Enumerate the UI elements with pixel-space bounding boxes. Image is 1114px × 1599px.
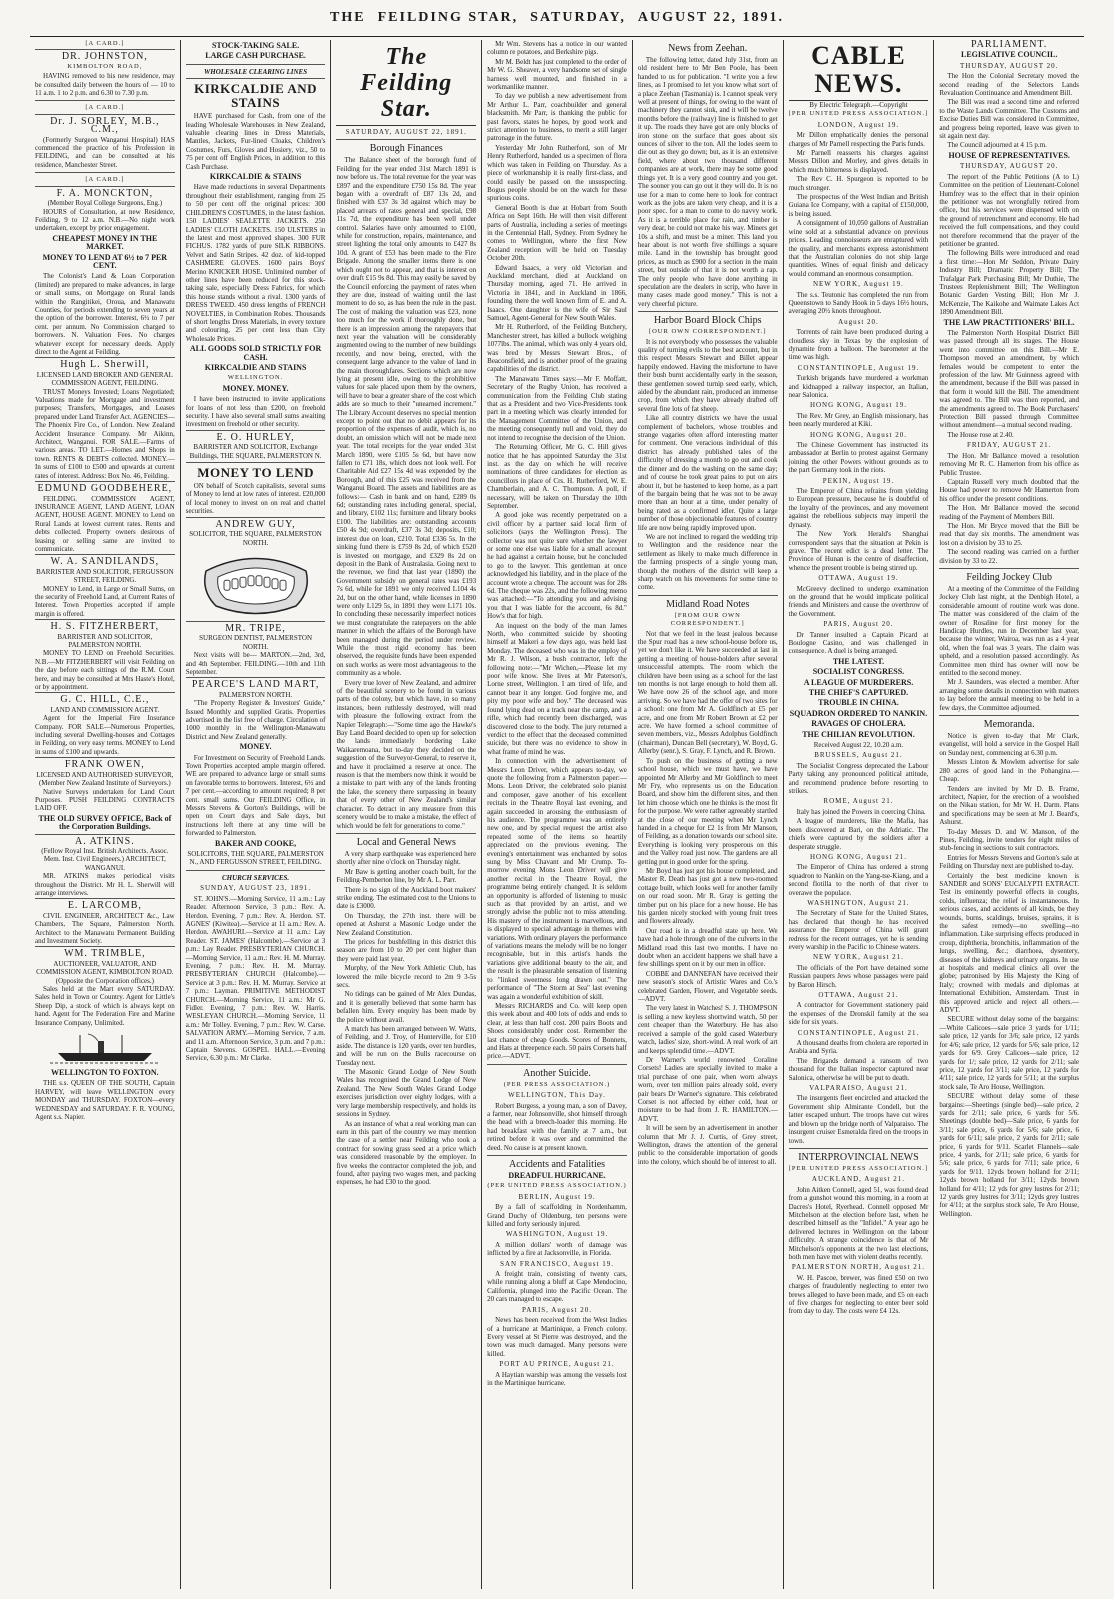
paragraph: SECURE without delay some of these bargains:—Sheetings (single bed)—sale price, 2 yards for 2/11; sale price, 6 yards for 5/6. Sheetings (double bed)—Sale price, 6 yards for 3/11; sale price, 6 yards for 5/6; sale price, 6 yards for 6/11; sale price, 2 yards for 2/11; sale price, 6 yards for 9/11. Scarlet Flannels—sale price, 4 yards, for 2/11; sale price, 6 yards for 5/6; sale price, 6 yards for 7/11; sale price, 6 yards for 9/11. 12yds brown holland for 2/11; 12yds brown holland for 3/11; 12yds brown holland for 4/11; 12 yds for grey lustres for 2/11; 12 yards grey lustres for 3/11; 12yds grey lustres for 4/11; at the surplus stock sale, Te Aro House, Wellington. — [939, 1092, 1080, 1218]
paragraph: Agent for the Imperial Fire Insurance Company. FOR SALE—Numerous Properties, including several Dwelling-houses and Cottages in Feilding, on very easy terms. MONEY to Lend in sums of £100 and upwards. — [35, 714, 175, 756]
steamship-illustration — [35, 1031, 175, 1065]
subheading: THE LATEST. — [832, 656, 885, 666]
paragraph: Tenders are invited by Mr D. B. Frame, architect, Napier, for the erection of a woolshed on the Nikau station, for Mr W. H. Darm. Plans and specifications may be seen at Mr J. Beard's, Ashurst. — [939, 784, 1080, 827]
dateline: BERLIN, August 19. — [518, 1192, 596, 1201]
paragraph: The Emperor of China refrains from yielding to European pressure, because he is doubtful of the loyalty of the provinces, and any movement against the rebellious subjects may imperil the dynasty. — [788, 487, 929, 529]
paragraph: It will be seen by an advertisement in another column that Mr J. J. Curtis, of Grey street, Wellington, draws the attention of the general public to the considerable importation of goods into the colony, which should be of interest to all. — [637, 1124, 778, 1166]
italic-heading: CHURCH SERVICES. — [186, 870, 326, 882]
dateline: PEKIN, August 19. — [822, 476, 895, 485]
centered-line: BARRISTER AND SOLICITOR, FERGUSSON STREET, FEILDING. — [36, 567, 174, 585]
paragraph: To push on the business of getting a new school house, which we must have, we have appointed Mr Allerby and Mr Goldfinch to meet Mr Fry, who represents us on the Education Board, and show him the different sites, and then let him choose which one he thinks is the most fit for the purpose. We were rather agreeably startled at the close of our meeting when Mr Lynch handed in a cheque for £2 1s from Mr Manson, of Feilding, as a donation towards our school site. Everything is looking very prosperous on this and the Valley road just now. The gardens are all getting put in good order for the spring. — [637, 756, 778, 866]
paragraph: The Hon the Colonial Secretary moved the second reading of the Selectors Lands Revaluation Continuance and Amendment Bill. — [939, 72, 1080, 98]
subheading: THE OLD SURVEY OFFICE, Back of the Corporation Buildings. — [38, 813, 172, 832]
dateline: CONSTANTINOPLE, August 21. — [797, 1028, 920, 1037]
paragraph: Dr Warner's world renowned Coraline Corsets! Ladies are specially invited to make a trial purchase of one pair, when worn always worn, over ten million pairs already sold, every pair bears Dr Warner's signature. This celebrated Corset is not affected by either cold, heat or moisture to be had from J. R. HAMILTON.—ADVT. — [637, 1055, 778, 1123]
paragraph: Mr J. Saunders, was elected a member. After arranging some details in connection with matters to lay before the annual meeting to be held in a few days, the Committee adjourned. — [939, 678, 1080, 712]
centered-line: LICENSED AND AUTHORISED SURVEYOR, (Member New Zealand Institute of Surveyors.) — [36, 770, 174, 788]
dateline: ROME, August 21. — [823, 797, 894, 806]
paragraph: A match has been arranged between W. Watts, of Feilding, and J. Troy, of Hunterville, for £10 aside. The distance is 120 yards, over ten hurdles, and will be run on the Bulls racecourse on Tuesday next. — [336, 1025, 477, 1067]
paragraph: CIVIL ENGINEER, ARCHITECT &c., Law Chambers, The Square, Palmerston North. Architect to the Manawatu Permanent Building and Investment Society. — [35, 911, 175, 945]
paragraph: For Investment on Security of Freehold Lands. Town Properties accepted ample margin offered. WE are prepared to advance large or small sums on favorable terms to borrowers. Interest, 6½ and 7 per cent.—according to amount required; 8 per cent. small sums. Our FEILDING Office, in Messrs Stevens & Gorton's Buildings, will be open on Court days and Sale days, but instructions left there at any time will be forwarded to Palmerston. — [185, 753, 326, 838]
paragraph: We are not inclined to regard the wedding trip to Wellington and the residence near the settlement as likely to make much difference in the farming prospects of a single young man, though the mothers of the district will keep a sharp watch on his movements for some time to come. — [637, 532, 778, 592]
paragraph: HAVE purchased for Cash, from one of the leading Wholesale Warehouses in New Zealand, valuable clearing lines in Dress Materials, Mantles, Jackets, Fur-lined Cloaks, Children's Costumes, Furs, Gloves and Hosiery, viz., 50 to 75 per cent off English Prices, in addition to this Cash Purchase. — [185, 112, 326, 171]
paragraph: The Masonic Grand Lodge of New South Wales has recognised the Grand Lodge of New Zealand. The New South Wales Grand Lodge exercises jurisdiction over eighty lodges, with a very large membership respectively, and holds its sessions in Sydney. — [336, 1068, 477, 1119]
name-heading: G. C. HILL, C.E., — [35, 692, 175, 704]
section-heading: Feilding Jockey Club — [939, 568, 1079, 583]
paragraph: FEILDING. COMMISSION AGENT, INSURANCE AGENT, LAND AGENT, LOAN AGENT, HOUSE AGENT. MONEY to Lend on Rural Lands at lowest current rates. Rents and debts collected. Property owners desirous of leasing or selling same are invited to communicate. — [35, 494, 175, 553]
paragraph: A league of murderers, like the Mafia, has been discovered at Bari, on the Adriatic. The chiefs were captured by the soldiers after a desperate struggle. — [788, 817, 929, 851]
centered-line: BARRISTER AND SOLICITOR, PALMERSTON NORTH. — [57, 632, 153, 649]
name-heading: FRANK OWEN, — [35, 757, 175, 769]
centered-line: SOLICITORS, THE SQUARE, PALMERSTON N., AND FERGUSSON STREET, FEILDING. — [187, 850, 324, 867]
masthead — [30, 0, 1084, 37]
paragraph: The Secretary of State for the United States, has declared that though he has received assurance the Emperor of China will grant redress for the recent outrages, yet he is sending every warship in the Pacific to Chinese waters. — [788, 909, 929, 951]
dateline: FRIDAY, AUGUST 21. — [966, 441, 1052, 450]
subheading: ALL GOODS SOLD STRICTLY FOR CASH. — [189, 344, 322, 362]
dateline: SAN FRANCISCO, August 19. — [500, 1259, 614, 1268]
paragraph: (Formerly Surgeon Wanganui Hospital) HAS commenced the practice of his Profession in FEILDING, and can be consulted at his residence, Manchester Street. — [35, 135, 175, 169]
paragraph: Notice is given to-day that Mr Clark, evangelist, will hold a service in the Gospel Hall on Sunday next, commencing at 6.30 p.m. — [939, 732, 1080, 757]
paragraph: The House rose at 2.40. — [947, 430, 1014, 439]
dateline: PALMERSTON NORTH, August 21. — [791, 1263, 926, 1272]
column-5-correspondence — [632, 40, 783, 1589]
subheading: KIRKCALDIE & STAINS — [209, 172, 302, 182]
section-heading: Midland Road Notes — [638, 595, 778, 610]
name-heading: E. LARCOMB, — [35, 898, 175, 910]
paragraph: The Chinese Government has instructed its ambassador at Berlin to protest against Germany joining the other Powers without grounds as to the part Germany took in the riots. — [788, 441, 929, 475]
name-heading: A. ATKINS. — [35, 834, 175, 846]
paragraph: A very sharp earthquake was experienced here shortly after nine o'clock on Thursday night. — [336, 849, 477, 867]
subheading: CHEAPEST MONEY IN THE MARKET. — [52, 233, 158, 252]
card-label: [A CARD.] — [35, 172, 175, 184]
subheading: HOUSE OF REPRESENTATIVES. — [948, 150, 1070, 160]
column-4-local-news — [481, 40, 632, 1589]
dateline: THURSDAY, AUGUST 20. — [959, 61, 1059, 70]
centered-line: BARRISTER AND SOLICITOR, Exchange Buildings, THE SQUARE, PALMERSTON N. — [189, 443, 322, 460]
small-caps-line: KIMBOLTON ROAD, — [67, 62, 143, 70]
large-heading: KIRKCALDIE AND STAINS — [186, 78, 326, 110]
column-2-advertisements — [180, 40, 331, 1589]
paragraph: HOURS of Consultation, at new Residence, Feilding, 9 to 12 a.m. N.B.—No night work undertaken, except by prior engagement. — [35, 207, 175, 233]
paragraph: The prices for bushfelling in this district this season are from 10 to 20 per cent higher than they were paid last year. — [336, 937, 477, 963]
paragraph: Italy has joined the Powers in coercing China. — [796, 807, 926, 816]
name-heading: DR. JOHNSTON, — [35, 49, 175, 61]
subheading: RAVAGES OF CHOLERA. — [811, 719, 906, 729]
name-heading: Dr. J. SORLEY, M.B., C.M., — [35, 114, 175, 135]
subheading: DREADFUL HURRICANE. — [508, 1171, 606, 1180]
subheading: MONEY TO LEND AT 6½ to 7 PER CENT. — [42, 252, 168, 270]
centered-line: (Fellow Royal Inst. British Architects. Assoc. Mem. Inst. Civil Engineers.) ARCHITECT, WANGANUI. — [41, 846, 169, 872]
centered-line: LAND AND COMMISSION AGENT. — [50, 705, 160, 714]
paragraph: Messrs RICHARDS and Co. will keep open this week about and 400 lots of odds and ends to clear, at less than half cost. 200 pairs Boots and Shoes considerably under cost. Remember the last chance of cheap Goods. Scores of Bonnets, and Hats at threepence each. 50 pairs Corsets half price.—ADVT. — [487, 1001, 627, 1061]
subheading: WELLINGTON TO FOXTON. — [51, 1068, 159, 1078]
dateline: WASHINGTON, August 19. — [505, 1230, 609, 1239]
centered-line: By Electric Telegraph.—Copyright — [809, 101, 908, 109]
paragraph: Captain Russell very much doubted that the House had power to remove Mr Hamerton from his office under the present conditions. — [939, 477, 1080, 503]
centered-line: PALMERSTON NORTH. — [219, 690, 293, 699]
paragraph: "The Property Register & Investors' Guide," Issued Monthly and supplied Gratis. Properties advertised in the list free of charge. Circulation of 1000 monthly in the Wellington-Manawatu District and New Zealand generally. — [185, 699, 326, 741]
columns — [30, 40, 1084, 1589]
paragraph: Messrs Linton & Mowlem advertise for sale 280 acres of good land in the Pohangina.—Cheap. — [939, 758, 1080, 784]
dateline: HONG KONG, August 20. — [809, 430, 907, 439]
paragraph: The insurgents fleet encircled and attacked the Government ship Almirante Condell, but the latter escaped unhurt. The troops have cut wires and blown up the bridge north of Valparaiso. The insurgent cruiser Esmeralda fired on the troops in town. — [788, 1094, 929, 1145]
dateline: THURSDAY, AUGUST 20. — [959, 162, 1059, 171]
paragraph: It is not everybody who possesses the valuable quality of turning evils to the best account, but in this respect Messrs Stewart and Billet appear happily endowed. Having the misfortune to have their bush burnt accidentally early in the season, these gentlemen sowed turnip seed early, which, aided by the abundant rain, produced an immense crop, from which they have already drafted off several fine lots of fat sheep. — [637, 337, 778, 413]
dateline: PORT AU PRINCE, August 21. — [499, 1360, 615, 1369]
paragraph: General Booth is due at Hobart from South Africa on Sept 16th. He will then visit different parts of Australia, including a series of meetings in the Centennial Hall, Sydney. From Sydney he comes to Wellington, where the first New Zealand reception will be held on Tuesday October 20th. — [487, 203, 627, 263]
paragraph: SECURE without delay some of the bargains:—White Calicoes—sale price 3 yards for 1/11; sale price, 12 yards for 3/6; sale price, 12 yards for 4/6; sale price, 12 yards for 5/6; sale price, 12 yards for 6/9. Grey Calicoes—sale price, 12 yards for 1/; sale price, 12 yards for 2/11; sale price, 12 yards for 3/11; sale price, 12 yards for 4/11; sale price, 12 yards for 5/11; at the surplus stock sale, Te Aro House, Wellington. — [939, 1015, 1080, 1091]
paragraph: The Socialist Congress deprecated the Labour Party taking any pronounced political attitude, and recommend prudence before resorting to strikes. — [788, 761, 929, 796]
paragraph: Mr Dillon emphatically denies the personal charges of Mr Parnell respecting the Paris funds. — [788, 131, 929, 148]
paragraph: TRUST Moneys Invested; Loans Negotiated; Valuations made for Mortgage and investment purposes; Transfers, Mortgages, and Leases prepared under Land Transfer Act. AGENCIES—The Phoenix Fire Co., of London. New Zealand Accident Insurance Company. Mr Aikinn, Architect, Wanganui. FOR SALE.—Farms of various areas. TO LET.—Homes and Shops in town. RENTS & DEBTS collected. MONEY.—In sums of £100 to £500 and upwards at current rates of interest. Address: Box No. 46, Feilding. — [35, 387, 175, 480]
subheading: MONEY. — [239, 742, 272, 752]
paragraph: The second reading was carried on a further division by 33 to 22. — [939, 548, 1080, 565]
paragraph: As an instance of what a real working man can earn in this part of the country we may mention the case of a settler near Feilding who took a contract for sowing grass seed at a price which was considered reasonable by the employer. In five weeks the contractor completed the job, and found, after paying two wages men, and packing expenses, he had £30 to the good. — [336, 1119, 477, 1187]
paragraph: I have been instructed to invite applications for loans of not less than £200, on freehold security. I have also several small sums awaiting investment on freehold or other security. — [185, 395, 326, 429]
paragraph: A million dollars' worth of damage was inflicted by a fire at Jacksonville, in Florida. — [487, 1240, 627, 1258]
name-heading: W. A. SANDILANDS, — [35, 554, 175, 566]
name-heading: ANDREW GUY, — [186, 517, 326, 529]
paragraph: A consignment of 10,050 gallons of Australian wine sold at a substantial advance on previous prices. Leading connoisseurs are enraptured with the quality, and merchants express astonishment that the Australian colonies do not ship large quantities. Wines of equal finish and delicacy would command an enormous consumption. — [788, 219, 929, 278]
paragraph: Torrents of rain have been produced during a cloudless sky in Texas by the explosion of dynamite from a balloon. The barometer at the time was high. — [788, 328, 929, 362]
subheading: SQUADRON ORDERED TO NANKIN. — [789, 708, 928, 718]
paragraph: A freight train, consisting of twenty cars, while running along a bluff at Cape Mendocino, California, plunged into the Pacific Ocean. The 20 cars managed to escape. — [487, 1270, 627, 1304]
column-6-cable-news — [783, 40, 934, 1589]
paragraph: The Rev. Mr Grey, an English missionary, has been nearly murdered at Kiki. — [788, 411, 929, 429]
paragraph: MONEY to Lend, in Large or Small Sums, on the security of Freehold Land, at Current Rates of Interest. Town Properties accepted if ample margin is offered. — [35, 584, 175, 618]
subheading: THE CHIEF'S CAPTURED. — [808, 688, 909, 697]
paragraph: Entries for Messrs Stevens and Gorton's sale at Feilding on Thursday next are published to-day. — [939, 853, 1080, 871]
subheading: MONEY. MONEY. — [222, 383, 289, 393]
dateline: NEW YORK, August 19. — [812, 280, 904, 289]
name-heading: PARLIAMENT. — [971, 40, 1048, 50]
centered-line: AUCTIONEER, VALUATOR, AND COMMISSION AGENT, KIMBOLTON ROAD. (Opposite the Corporation offices.) — [36, 959, 174, 985]
subheading: THE LAW PRACTITIONERS' BILL. — [943, 317, 1075, 327]
section-heading: Borough Finances — [336, 139, 476, 154]
masthead-title: FEILDING STAR, — [377, 10, 519, 25]
paragraph: Turkish brigands have murdered a workman and kidnapped a railway inspector, an Italian, near Salonica. — [788, 374, 929, 399]
paragraph: A contractor for Government stationery paid the expenses of the Dronskil family at the sea side for six years. — [788, 1001, 929, 1027]
card-label: [A CARD.] — [35, 100, 175, 112]
paragraph: Our road is in a dreadful state up here. We have had a hole through one of the culverts in the Midland road this last two months. I have no doubt when an accident happens we shall have a few shillings spent on it by our men in office. — [637, 926, 778, 969]
name-heading: H. S. FITZHERBERT, — [35, 619, 175, 631]
card-label: [A CARD.] — [85, 40, 125, 47]
subheading: A LEAGUE OF MURDERERS. — [803, 677, 914, 687]
paragraph: At a meeting of the Committee of the Feilding Jockey Club last night, at the Denbigh Hotel, a considerable amount of routine work was done. The matter was considered of the claim of the owner of Rosaline for first money for the Handicap Hurdles, run in December last year, because the winner, Wairoa, was run as a 4 year old, when the foal was 3 years. The claim was upheld, and a resolution passed accordingly. As Committee men third has owner will now be entitled to the second money. — [939, 584, 1080, 678]
dental-illustration — [186, 551, 326, 617]
dateline: PARIS, August 20. — [521, 1305, 593, 1314]
paragraph: Robert Burgess, a young man, a son of Davey, a farmer, near Johnsonville, shot himself through the head with a breech-loader this morning. He had breakfast with the family at 7 a.m., but retired before it was over and committed the deed. No cause is at present known. — [487, 1101, 627, 1152]
paragraph: A Haytian warship was among the vessels lost in the Martinique hurricane. — [487, 1370, 627, 1387]
paragraph: A thousand deaths from cholera are reported in Arabia and Syria. — [788, 1039, 929, 1056]
masthead-date: AUGUST 22, 1891. — [637, 10, 784, 25]
italic-heading: WHOLESALE CLEARING LINES — [186, 64, 326, 76]
paragraph: Every true lover of New Zealand, and admirer of the beautiful scenery to be found in various parts of the colony, but which have, in so many instances, been ruthlessly destroyed, will read with pleasure the following extract from the Napier Telegraph:—"Some time ago the Hawke's Bay Land Board decided to open up for selection the lands immediately bordering Lake Waikaremoana, but to-day they decided on the suggestion of the Surveyor-General, to reserve it, and have it proclaimed a reserve at once. The reason is that the members now think it would be a mistake to part with any of the lands fronting the lake, the scenery there surpassing in beauty that of every other of New Zealand's similar character. To detract in any measure from this scenery would be to make a mistake, the effect of which would be felt for generations to come." — [336, 678, 477, 830]
paragraph: Murphy, of the New York Athletic Club, has lowered the mile bicycle record to 2m 9 3-5s secs. — [336, 964, 477, 989]
paragraph: Sales held at the Mart every SATURDAY. Sales held in Town or Country. Agent for Little's Sheep Dip, a stock of which is always kept on hand. Agent for The Federation Fire and Marine Insurance Company, Unlimited. — [35, 985, 175, 1027]
paragraph: To day we publish a new advertisement from Mr Arthur L. Parr, coachbuilder and general blacksmith. Mr Parr, is thanking the public for past favors, states he hopes, by good work and strict attention to business, to merit a still larger patronage in the future. — [487, 92, 627, 143]
paragraph: The Palmerston North Hospital District Bill was passed through all its stages. The House went into committee on this Bill.—Mr E. Thompson moved an amendment, by which females would be competent to enter the profession of the law. Mr Guinness agreed with the amendment, because if the Bill was passed in that form it would kill the Bill. The amendment was agreed to. The Bill was then reported, and the amendments agreed to. The Book Purchasers' Protection Bill passed through Committee without amendment—a mutual second reading. — [939, 329, 1080, 430]
paragraph: Like all country districts we have the usual complement of bachelors, whose troubles and strange vagaries often afford interesting matter for comment. One veracious individual of this district has already published tales of the difficulty of dressing a month to go out and cook the dinner and do the washing on the same day; and of course he took great pains to put on airs about it, but he hastened to keep home, as a part of the bargain being that he was not to be away more than an hour at a time, under penalty of being rated as a confirmed idler. Quite a large number of those objectionable features of country life are now being rapidly improved upon. — [637, 414, 778, 532]
paragraph: The officials of the Port have detained some Russian paupers Jews whose passages were paid by Baron Hirsch. — [788, 963, 929, 989]
subheading: THE CHILIAN REVOLUTION. — [802, 729, 915, 739]
dateline: AUCKLAND, August 21. — [811, 1175, 906, 1184]
section-heading: News from Zeehan. — [668, 43, 748, 54]
subheading: TROUBLE IN CHINA. — [818, 698, 899, 708]
paragraph: The New York Herald's Shanghai correspondent says that the situation at Pekin is grave. The recent edict is a dead letter. The Province of Hunan is the centre of disaffection, whence the present trouble is being stirred up. — [788, 530, 929, 572]
paragraph: The Emperor of China has ordered a strong squadron to Nankin on the Yang-tse-Kiang, and a second flotilla to the north of that river to overawe the populace. — [788, 863, 929, 897]
paragraph: In connection with the advertisement of Messrs Leon Driver, which appears to-day, we quote the following from a Palmerston paper:—Mons. Leon Driver, the celebrated solo pianist and composer, gave another of his excellent recitals in the Theatre Royal last evening, and again succeeded in arousing the enthusiasm of his audience. The programme was an entirely new one, and by special request the artist also repeated some of the items so heartily appreciated on the previous evening. The evening's entertainment was enchanted by solos sung by Miss Chavant and Mr Crump. To-morrow evening Mons Leon Driver will give another recital in the Theatre Royal, the programme being entirely changed. It is seldom an opportunity is afforded of listening to music such as that provided by an artist, and we strongly advise the public not to miss attending. His mastery of the instrument is marvellous, and is displayed to special advantage in themes with variations. With ordinary players the performance of variations means the melody will be no longer recognisable, but in this artist's hands the variations give additional beauty to the air, and the result is the pleasurable sensation of listening to "linked sweetness long drawn out." The performance of "The Storm at Sea" last evening was again a wonderful exhibition of skill. — [487, 757, 627, 1001]
name-heading: Hugh L. Sherwill, — [35, 357, 175, 369]
name-heading: F. A. MONCKTON, — [35, 186, 175, 198]
paragraph: Mr Wm. Stevens has a notice in our wanted column re potatoes, and Berkshire pigs. — [487, 40, 627, 57]
paragraph: The following letter, dated July 31st, from an old resident here to Mr Ben Poole, has been handed to us for publication. "I write you a few lines, as I promised to let you know what sort of a place Zeehan (Tasmania) is. I cannot speak very well at present of things, for owing to the want of machinery they cannot sink, and it will be twelve months before the (railway) line is finished to get it up. The roads they have got are only blocks of iron stone on the surface that goes about six ounces of silver to the ton. All the lodes seem to die out as they go down; but, as it is an extensive field, where about two thousand different companies are at work, there may be some good things yet. It is a very good country and you get. The sooner you can go out it they will do. It is no use for a man to come here to look for contract work as the jobs are taken very cheap, and it is a poor spec. for a man to come to do navvy work. As it is a terrible place for rain, and timber is very dear, he could not make his way. Miners get 10s a shift, and must be a miner. This land you hear about is not worth five shillings a square mile. Land in the township has brought good prices, as much as £900 for a section in the main street, but outside of that it is not worth a rap. The only people who have done anything in speculation are the dealers in scrip, who have in many cases made good money." This is not a very cheerful picture. — [637, 56, 778, 308]
name-heading: MR. TRIPE, — [186, 621, 326, 633]
section-heading: Local and General News — [336, 833, 476, 848]
centered-line: (Member Royal College Surgeons, Eng.) — [47, 199, 163, 208]
subheading: STOCK-TAKING SALE. — [211, 41, 300, 50]
dateline: HONG KONG, August 19. — [809, 401, 907, 410]
paragraph: McGreevy declined to undergo examination on the ground that he would implicate political friends and Ministers and cause the overthrow of the Government. — [788, 584, 929, 618]
dateline: NEW YORK, August 21. — [812, 953, 904, 962]
dateline: WASHINGTON, August 21. — [807, 898, 910, 907]
newspaper-logo: The Feilding Star. — [336, 40, 476, 126]
paragraph: The Hon. Mr Bryce moved that the Bill be read that day six months. The amendment was lost on a division by 33 to 25. — [939, 521, 1080, 547]
section-heading: Harbor Board Block Chips — [638, 311, 778, 326]
small-caps-line: [FROM OUR OWN CORRESPONDENT.] — [670, 611, 745, 628]
paragraph: By a fall of scaffolding in Nordenhamm, Grand Duchy of Oldenburg, ten persons were killed and forty seriously injured. — [487, 1203, 627, 1229]
paragraph: John Aitken Connell, aged 51, was found dead from a gunshot wound this morning, in a room at Dacres's Hotel, Ryerhead. Connell opposed Mr Mitchelson at the election before last, when he described himself as the "Infidel." A year ago he delivered lectures in Wellington on the labour difficulty. A strange coincidence is that of Mr Mitchelson's opponents at the two last elections, both men have met with violent deaths recently. — [788, 1185, 929, 1261]
paragraph: The Hon. Mr Ballance moved a resolution removing Mr R. C. Hamerton from his office as Public Trustee. — [939, 451, 1080, 477]
section-heading: Memoranda. — [939, 715, 1079, 730]
section-heading: Another Suicide. — [487, 1064, 627, 1079]
centered-line: LICENSED LAND BROKER AND GENERAL COMMISSION AGENT, FEILDING. — [36, 370, 173, 388]
dateline: OTTAWA, August 19. — [818, 574, 899, 583]
paragraph: Edward Isaacs, a very old Victorian and Auckland merchant, died at Auckland on Thursday morning, aged 71. He arrived in Victoria in 1841, and in Auckland in 1866, founding there the well known firm of E. and A. Isaacs. One daughter is the wife of Sir Saul Samuel, Agent-General for New South Wales. — [487, 263, 627, 322]
dateline: WELLINGTON, This Day. — [508, 1091, 606, 1100]
small-caps-line: [PER UNITED PRESS ASSOCIATION.] — [788, 110, 929, 118]
centered-line: SOLICITOR, THE SQUARE, PALMERSTON NORTH. — [189, 530, 322, 547]
paragraph: The s.s. Teutonic has completed the run from Queenstown to Sandy Hook in 5 days 16½ hours, averaging 20½ knots throughout. — [788, 290, 929, 316]
paragraph: Yesterday Mr John Rutherford, son of Mr Henry Rutherford, handed us a specimen of flora which was taken in Feilding on Thursday. As a piece of workmanship it is really first-class, and could easily be passed on the unsuspecting. Bogus people should be on the watch for these spurious coins. — [487, 143, 627, 203]
dateline: SATURDAY, AUGUST 22, 1891. — [345, 128, 467, 136]
paragraph: MONEY TO LEND on Freehold Securities. N.B.—Mr FITZHERBERT will visit Feilding on the day before each sittings of the R.M. Court here, and may be consulted at Mrs Haste's Hotel, or by appointment. — [35, 649, 175, 692]
paragraph: W. H. Pascoe, brewer, was fined £50 on two charges of fraudulently neglecting to enter two brews alleged to have been made, and £5 on each of five charges for neglecting to enter beer sold from day to day. The costs were £4 12s. — [788, 1273, 929, 1316]
paragraph: The Balance sheet of the borough fund of Feilding for the year ended 31st March 1891 is now before us. The total revenue for the year was £897 and the expenditure £750 15s 8d. The year began with a overdraft of £87 13s 2d, and finished with £37 3s 3d against which may be placed arrears of rates general and special, £98 11s 7d, the expenditure has been well under control. Salaries have only amounted to £100, while for construction, repairs, maintenance, and street lighting the total only amounts to £427 8s 10d. A grant of £53 has been made to the Fire Brigade. Among the smaller items there is one which ought not to appear, and that is interest on over draft £15 9s 8d. This may easily be saved by the Council enforcing the payment of rates when they are due, instead of waiting until the last moment to do so, as has been the rule in the past. The cost of making the valuation was £23, none too much for the work if thoroughly done, but there is an impression among the ratepayers that next year the valuation will be considerably augmented owing to the number of new buildings recently, and now being, erected, with the consequent large advance to the value of land in the main thoroughfares. Sections which are now lying at present idle, owing to the prohibitive values for sale placed upon them by the owners, will have to bear a greater share of the cost which adds are so much to their "unearned increment." The Library Account deserves no special mention except to point out that no debit appears for its proportion of the expenses of audit, which is, no doubt, an omission which will not be made next year. The total receipts for the year ended 31st March 1890, were £105 5s 6d, but have now fallen to £71 18s, which does not look well. For Charitable Aid £27 15s 4d was expended by the Borough, and of this £25 was received from the Wanganui Board. The assets and liabilities are as follows:— Cash in bank and on hand, £289 0s 6d; outstanding rates including general, special, and library, £102 11s; furniture and library books £100. The liabilities are: outstanding accounts £50 4s 9d; overdraft, £37 3s 3d; deposits, £10; interest due on loan, £210. Total £336 5s. In the sinking fund there is £759 8s 2d, of which £520 is invested on mortgage, and £329 8s 2d on deposit in the Bank of Australasia. Going next to the revenue, we find that last year (1890) the Government subsidy on general rates was £193 7s 6d, while for 1891 we only received L104 4s 2d, but on the other hand, while licenses in 1890 were only L129 5s, in 1891 they were L171 10s. In concluding these necessarily imperfect notices we must congratulate the ratepayers on the able manner in which the affairs of the Borough have been managed during the period under review. While the most rigid economy has been observed, the requisite funds have been expended on such works as were most advantageous to the community as a whole. — [336, 156, 477, 678]
masthead-the: THE — [330, 10, 366, 25]
paragraph: To-day Messrs D. and W. Manson, of the Pines, Feilding, invite tenders for eight miles of stub-fencing in sections to suit contractors. — [939, 827, 1080, 853]
paragraph: Have made reductions in several Departments throughout their establishment, ranging from 25 to 50 per cent off the original prices: 300 CHILDREN'S COSTUMES, in the latest fashion. 150 LADIES' SEALETTE JACKETS. 250 LADIES' CLOTH JACKETS. 150 ULSTERS in the latest and most approved shapes. 300 FUR FICHUS. 1782 yards of pure SILK RIBBONS. Velvet and Satin Stripes. 42 doz. of kid-topped CASHMERE GLOVES. 1600 pairs Boys' Merino KNICKER HOSE. Unlimited number of other lines have been reduced for this stock-taking sale, especially Dress Fabrics, for which this house stands without a rival. 1300 yards of DRESS TWEED. 450 dress lengths of FRENCH NOVELTIES, in Combination Robes. Thousands of short lengths Dress Materials, in every texture and colouring, 25 per cent less than City Wholesale Prices. — [185, 183, 326, 343]
dateline: PARIS, August 20. — [823, 620, 894, 629]
name-heading: WM. TRIMBLE, — [35, 946, 175, 958]
masthead-day: SATURDAY, — [530, 10, 626, 25]
paragraph: The Council adjourned at 4 15 p.m. — [947, 141, 1047, 150]
paragraph: On Thursday, the 27th inst. there will be opened at Ashurst a Masonic Lodge under the New Zealand Constitution. — [336, 911, 477, 937]
column-1-advertisements — [30, 40, 180, 1589]
centered-line: Received August 22, 10.20 a.m. — [813, 741, 904, 750]
small-caps-line: [PER UNITED PRESS ASSOCIATION.] — [788, 1164, 929, 1172]
paragraph: The very latest in Watches! S. J. THOMPSON is selling a new keyless shortwind watch, 50 per cent cheaper than the Waterbury. He has also received a sample of the gold cased Waterbury watch, ladies' size, short-wind. A real work of art and keeps splendid time.—ADVT. — [637, 1004, 778, 1055]
subheading: SOCIALIST CONGRESS. — [812, 667, 905, 677]
name-heading: PEARCE'S LAND MART, — [186, 677, 326, 689]
paragraph: MR. ATKINS makes periodical visits throughout the District. Mr H. L. Sherwill will arrange interviews. — [35, 872, 175, 897]
paragraph: The Returning Officer, Mr G. C. Hill gives notice that he has appointed Saturday the 31st inst. as the day on which he will receive nominations of three candidates for election as councillors in place of Crs. H. Rutherford, W. E. Chamberlain, and A. C. Thompson. A poll, if necessary, will be taken on Thursday the 10th September. — [487, 443, 627, 510]
cable-news-heading: CABLE NEWS. — [789, 40, 929, 101]
name-heading: E. O. HURLEY, — [186, 430, 326, 442]
section-heading: INTERPROVINCIAL NEWS — [789, 1148, 929, 1163]
subheading: BAKER AND COOKE, — [215, 838, 297, 848]
dateline: OTTAWA, August 21. — [818, 991, 899, 999]
paragraph: The Colonist's Land & Loan Corporation (limited) are prepared to make advances, in large or small sums, on Mortgage on Rural lands within the Rangitikei, Oroua, and Manawatu Counties, for periods extending to seven years at the option of the borrower. Interest, 6½ to 7 per cent. per annum. No Commission charged to borrowers. N. Valuation Fees. No charges whatever except for necessary deeds. Apply direct to the Agent at Feilding. — [35, 272, 175, 356]
paragraph: A good joke was recently perpetrated on a civil officer by a partner said local firm of solicitors (says the Wellington Press). The collector was not quite sure whether the lawyer or some one else was liable for a small account he had against a certain house, but he concluded to go to the lawyer. This gentleman at once acknowledged his liability, and in the place of the account wrote a cheque. The account was for 28s 6d. The cheque was 22s, and the following memo was attached:—"To attending you and advising you that I was liable for the account, 6s 8d." How's that for high. — [487, 511, 627, 621]
column-3-editorial — [330, 40, 481, 1589]
paragraph: No tidings can be gained of Mr Alex Dundas, and it is generally believed that some harm has befallen him. Every enquiry has been made by the police without avail. — [336, 990, 477, 1024]
small-caps-line: (PER UNITED PRESS ASSOCIATION.) — [487, 1182, 627, 1190]
paragraph: COBBE and DANNEFAN have received their new season's stock of Artistic Wares and Co.'s celebrated Garden, Flower, and Vegetable seeds.—ADVT. — [637, 969, 778, 1004]
paragraph: The Hon. Mr Ballance moved the second reading of the Payment of Members Bill. — [939, 504, 1080, 521]
paragraph: The Manawatu Times says:—Mr F. Moffatt, Secretary of the Rugby Union, has received a communication from the Feilding Club stating that as a President and two Vice-Presidents took part in a meeting which was clearly intended for the Management Committee of the Union, and the meeting consequently null and void, they do not intend to recognise the decision of the Union. — [487, 374, 627, 442]
centered-line: SURGEON DENTIST, PALMERSTON NORTH. — [199, 634, 312, 651]
paragraph: Mr Parnell reasserts his charges against Messrs Dillon and Morley, and gives details in which much bitterness is displayed. — [788, 149, 929, 174]
dateline: VALPARAISO, August 21. — [809, 1084, 908, 1093]
subheading: LEGISLATIVE COUNCIL. — [961, 50, 1058, 60]
name-heading: EDMUND GOODBEHERE, — [35, 481, 175, 493]
small-caps-line: [OUR OWN CORRESPONDENT.] — [648, 328, 767, 336]
dateline: HONG KONG, August 21. — [809, 852, 907, 861]
dateline: BRUSSELS, August 21. — [814, 751, 903, 760]
paragraph: Dr Tanner insulted a Captain Picard at Boulogne Casino, and was challenged in consequence. A duel is being arranged. — [788, 630, 929, 656]
paragraph: An inquest on the body of the man James North, who committed suicide by shooting himself at Makeri a few days ago, was held last Monday. The deceased who was in the employ of Mr R. J. Wilson, a bush contractor, left the following note:—"Mr Wichen,—Please let my poor wife know. She lives at Mr Paterson's, Lorne street, Wellington. I am tired of life, and cannot bear it any longer. God forgive me, and pity my poor wife and boy." The deceased was found lying dead on a track near the camp, and a rifle, which had recently been discharged, was discovered close to the body. The jury returned a verdict to the effect that the deceased committed suicide, but there was no evidence to show in what frame of mind he was. — [487, 621, 627, 756]
paragraph: Native Surveys undertaken for Land Court Purposes. PUSH FEILDING CONTRACTS LAID OFF. — [35, 787, 175, 813]
small-caps-line: (PER PRESS ASSOCIATION.) — [503, 1080, 611, 1088]
paragraph: The Bill was read a second time and referred to the Waste Lands Committee. The Customs and Excise Duties Bill was considered in Committee, and progress being reported, leave was given to sit again next day. — [939, 98, 1080, 141]
paragraph: The report of the Public Petitions (A to L) Committee on the petition of Lieutenant-Colonel Humfrey was to the effect that in their opinion the petitioner was not wrongfully retired from office, but his services were dispensed with on the ground of retrenchment and economy. He had received the full compensations, and they could not therefore recommend that the prayer of the petitioner be granted. — [939, 172, 1080, 248]
paragraph: HAVING removed to his new residence, may be consulted daily between the hours of — 10 to 11 a.m. 1 to 2 p.m. and 6.30 to 7.30 p.m. — [35, 72, 175, 98]
paragraph: Next visits will be— MARTON.—2nd, 3rd, and 4th September. FEILDING.—10th and 11th September. — [185, 651, 326, 676]
paragraph: The following Bills were introduced and read a first time:—Hon Mr Seddon, Private Dairy Industry Bill; Dramatic Property Bill; The Trafalgar Park Purchasing Bill; Mr Duthie, The Trustees Replenishment Bill; The Wellington Botanic Garden Vesting Bill; Hon Mr J. McKenzie, The Kaikohe and Waimate Lakes Act 1890 Amendment Bill. — [939, 249, 1080, 317]
paragraph: There is no sign of the Auckland boot makers' strike ending. The estimated cost to the Unions to date is £3000. — [336, 885, 477, 911]
section-heading: Accidents and Fatalities — [487, 1155, 627, 1170]
paragraph: The prospectus of the West Indian and British Guiana Ice Company, with a capital of £150,000, is being issued. — [788, 193, 929, 218]
small-caps-line: WELLINGTON. — [227, 374, 284, 382]
paragraph: THE s.s. QUEEN OF THE SOUTH, Captain HARVEY, will leave WELLINGTON every MONDAY and THURSDAY. FOXTON—every WEDNESDAY and SATURDAY. F. R. YOUNG, Agent s.s. Napier. — [35, 1079, 175, 1122]
dateline: LONDON, August 19. — [817, 120, 900, 129]
subheading: KIRKCALDIE AND STAINS — [204, 363, 307, 372]
paragraph: Mr H. Rutherford, of the Feilding Butchery, Manchester street, has killed a bullock weighing 1077lbs. The animal, which was only 4 years old, was bred by Messrs Stewart Bros., of Beaconsfield, and is another proof of the grazing capabilities of the district. — [487, 323, 627, 374]
paragraph: The Rev C. H. Spurgeon is reported to be much stronger. — [788, 175, 929, 192]
subheading: LARGE CASH PURCHASE. — [205, 51, 306, 61]
paragraph: Certainly the best medicine known is SANDER and SONS' EUCALYPTI EXTRACT. Test its eminently powerful effects in coughs, colds, influenza; the relief is instantaneous. In serious cases, and accidents of all kinds, be they wounds, burns, scaldings, bruises, sprains, it is the safest remedy—no swelling—no inflammation. Like surprising effects produced in croup, diphtheria, bronchitis, inflammation of the lungs, swelling, &c.; diarrhoea, dysentery, diseases of the kidneys and urinary organs. In use at hospitals and medical clinics all over the globe; patronised by His Majesty the King of Italy; crowned with medals and diplomas at International Exhibition, Amsterdam. Trust in this approved article and reject all others.—ADVT. — [939, 871, 1080, 1015]
large-heading: MONEY TO LEND — [186, 462, 326, 480]
paragraph: Not that we feel in the least jealous because the Spur road has a new school-house before us, yet we don't like it. We have succeeded at last in getting a meeting of house-holders after several unsuccessful attempts. The room which the children have been using as a school for the last ten months is not large enough to hold them all. We have now 26 of the school age, and more arriving. So we have had the offer of two sites for a school: one from Mr A. Goldfinch at £5 per acre, and one from Mr Robert Brown at £2 per acre. We have formed a school committee of seven members, viz., Messrs Adolphus Goldfinch (chairman), Duncan Bell (secretary), W. Boyd, G. Allerby (senr.), S. Gray, F. Lynch, and R. Brown. — [637, 629, 778, 756]
paragraph: ON behalf of Scotch capitalists, several sums of Money to lend at low rates of interest. £20,000 of local money to invest on on real and chattel securities. — [185, 482, 326, 516]
dateline: August 20. — [838, 317, 879, 326]
paragraph: ST. JOHN'S.—Morning Service, 11 a.m.: Lay Reader. Afternoon Service, 3 p.m.: Rev. A. Herdon. Evening, 7 p.m.: Rev. A. Herdon. ST. AGNES' (Kiwitea).—Service at 11 a.m.: Rev. A. Herdon. AWAHURI.—Service at 11 a.m.: Lay Reader. ST. JAMES' (Halcombe).—Service at 3 p.m.: Lay Reader. PRESBYTERIAN CHURCH.—Morning Service, 11 a.m.: Rev. H. M. Murray. Evening, 7 p.m.: Rev. H. M. Murray. PRESBYTERIAN CHURCH (Halcombe).—Service at 3 p.m.: Rev. H. M. Murray. Service at 7 p.m.: Layman. PRIMITIVE METHODIST CHURCH.—Morning Service, 11 a.m.: Mr G. Fidler. Evening, 7 p.m.: Rev. W. Harris. WESLEYAN CHURCH.—Morning Service, 11 a.m.: Mr Tolley. Evening, 7 p.m.: Rev. W. Carse. SALVATION ARMY.—Morning Service, 7 a.m. and 11 a.m. Afternoon Service, 3 p.m. and 7 p.m.: Captain Stevens. GOSPEL HALL.—Evening Service, 6.30 p.m.: Mr Clarke. — [185, 894, 326, 1063]
dateline: CONSTANTINOPLE, August 19. — [797, 363, 920, 372]
dateline: SUNDAY, AUGUST 23, 1891. — [200, 884, 312, 893]
paragraph: Mr Boyd has just got his house completed, and Master R. Death has just got a new two-roomed cottage built, which looks well for another family on our road soon. Mr R. Gray is getting the timber put on his place for a new house. He has his garden nicely stocked with young fruit trees and flowers already. — [637, 866, 778, 926]
column-7-parliament — [933, 40, 1084, 1589]
paragraph: Mr Baw is getting another coach built, for the Feilding-Pemberton line, by Mr A. L. Parr. — [336, 867, 477, 885]
paragraph: The Brigands demand a ransom of two thousand for the Italian inspector captured near Salonica, otherwise he will be put to death. — [788, 1056, 929, 1082]
paragraph: Mr M. Beldt has just completed to the order of Mr W. G. Sheaver, a very handsome set of single harness well mounted, and finished in a workmanlike manner. — [487, 57, 627, 92]
paragraph: News has been received from the West Indies of a hurricane at Martinique, a French colony. Every vessel at St Pierre was destroyed, and the town was much damaged. Many persons were killed. — [487, 1316, 627, 1358]
